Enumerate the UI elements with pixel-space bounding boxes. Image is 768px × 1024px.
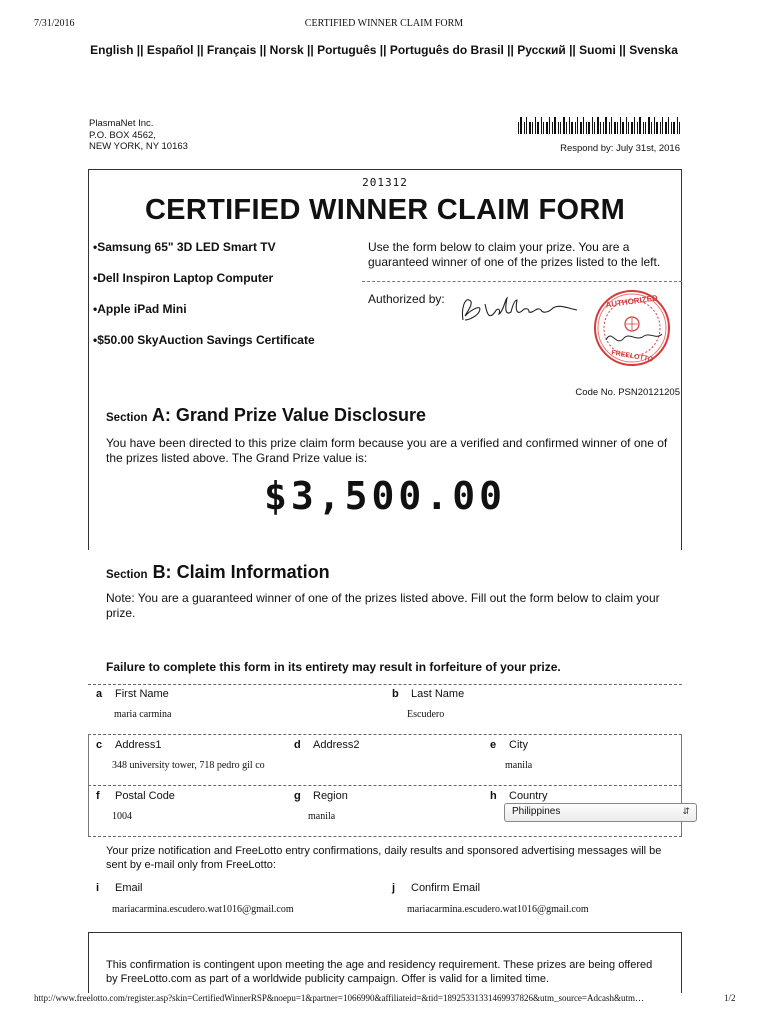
print-date: 7/31/2016 bbox=[34, 18, 75, 29]
print-title: CERTIFIED WINNER CLAIM FORM bbox=[304, 18, 464, 29]
language-link[interactable]: Norsk bbox=[269, 43, 304, 57]
code-no: Code No. PSN20121205 bbox=[575, 387, 680, 398]
address1-label: c Address1 bbox=[96, 739, 162, 751]
language-link[interactable]: Suomi bbox=[579, 43, 616, 57]
language-separator: || bbox=[303, 43, 318, 57]
address2-field[interactable] bbox=[310, 760, 480, 774]
email-field[interactable]: mariacarmina.escudero.wat1016@gmail.com bbox=[112, 904, 294, 915]
language-link[interactable]: Português bbox=[317, 43, 377, 57]
language-link[interactable]: Français bbox=[206, 43, 257, 57]
language-separator: || bbox=[256, 43, 270, 57]
company-address-line-1: P.O. BOX 4562, bbox=[89, 129, 156, 141]
seal-stamp-icon bbox=[592, 288, 672, 368]
claim-code-number: 201312 bbox=[362, 176, 408, 189]
prize-item: • Samsung 65" 3D LED Smart TV bbox=[93, 240, 315, 271]
company-name: PlasmaNet Inc. bbox=[89, 118, 154, 129]
section-title: Claim Information bbox=[176, 562, 330, 582]
confirm-email-label: j Confirm Email bbox=[392, 882, 481, 894]
language-bar bbox=[0, 43, 768, 57]
address2-label: d Address2 bbox=[294, 739, 360, 751]
region-field[interactable]: manila bbox=[308, 811, 336, 822]
divider bbox=[362, 281, 682, 282]
first-name-label: a First Name bbox=[96, 688, 169, 700]
address1-field[interactable]: 348 university tower, 718 pedro gil co bbox=[112, 760, 265, 771]
forfeiture-warning: Failure to complete this form in its entirety may result in forfeiture of your prize. bbox=[106, 660, 561, 674]
language-link[interactable]: Svenska bbox=[629, 43, 678, 57]
prize-list bbox=[93, 240, 315, 364]
language-link[interactable]: English bbox=[90, 43, 134, 57]
signature-icon bbox=[455, 290, 585, 330]
last-name-label: b Last Name bbox=[392, 688, 465, 700]
barcode-icon bbox=[518, 117, 682, 134]
section-letter: B: bbox=[152, 562, 172, 582]
respond-by-date: Respond by: July 31st, 2016 bbox=[560, 143, 680, 154]
language-separator: || bbox=[376, 43, 390, 57]
email-label: i Email bbox=[96, 882, 143, 894]
postal-code-field[interactable]: 1004 bbox=[112, 811, 132, 822]
language-separator: || bbox=[503, 43, 518, 57]
divider bbox=[88, 836, 682, 837]
language-link[interactable]: Español bbox=[146, 43, 194, 57]
email-notice: Your prize notification and FreeLotto entry confirmations, daily results and sponsored advertising messages will be sent by e-mail only from FreeLotto: bbox=[106, 845, 662, 871]
language-separator: || bbox=[615, 43, 630, 57]
prize-item: • $50.00 SkyAuction Savings Certificate bbox=[93, 333, 315, 364]
country-label: h Country bbox=[490, 790, 548, 802]
language-separator: || bbox=[133, 43, 147, 57]
language-link[interactable]: Русский bbox=[517, 43, 566, 57]
seal-text-bottom: FREELOTTO bbox=[610, 349, 654, 364]
section-label: Section bbox=[106, 412, 148, 424]
language-separator: || bbox=[565, 43, 580, 57]
seal-text-top: AUTHORIZED bbox=[605, 293, 659, 310]
language-separator: || bbox=[193, 43, 207, 57]
first-name-field[interactable]: maria carmina bbox=[114, 709, 172, 720]
country-selected-value: Philippines bbox=[512, 806, 561, 817]
divider bbox=[88, 684, 682, 685]
section-a-heading bbox=[106, 405, 426, 426]
region-label: g Region bbox=[294, 790, 348, 802]
section-label: Section bbox=[106, 569, 148, 581]
form-title: CERTIFIED WINNER CLAIM FORM bbox=[144, 194, 626, 226]
city-label: e City bbox=[490, 739, 528, 751]
last-name-field[interactable]: Escudero bbox=[407, 709, 445, 720]
intro-text: Use the form below to claim your prize. You are a guaranteed winner of one of the prizes listed to the left. bbox=[368, 240, 661, 269]
prize-item: • Dell Inspiron Laptop Computer bbox=[93, 271, 315, 302]
language-link[interactable]: Português do Brasil bbox=[389, 43, 504, 57]
section-letter: A: bbox=[151, 405, 171, 425]
company-address-line-2: NEW YORK, NY 10163 bbox=[89, 141, 188, 152]
city-field[interactable]: manila bbox=[505, 760, 533, 771]
page-number: 1/2 bbox=[724, 993, 736, 1003]
section-a-text: You have been directed to this prize claim form because you are a verified and confirmed winner of one of the prizes listed above. The Grand Prize value is: bbox=[106, 436, 668, 465]
section-b-heading bbox=[106, 562, 330, 583]
select-arrows-icon: ⇵ bbox=[682, 806, 690, 816]
authorized-by-label: Authorized by: bbox=[368, 292, 445, 306]
page-url: http://www.freelotto.com/register.asp?skin=CertifiedWinnerRSP&noepu=1&partner=1066990&affiliateid=&tid=18925331331469937826&utm_source=Adcash&utm… bbox=[34, 993, 714, 1003]
country-select[interactable] bbox=[504, 803, 697, 822]
company-address bbox=[89, 118, 188, 153]
postal-code-label: f Postal Code bbox=[96, 790, 175, 802]
prize-item: • Apple iPad Mini bbox=[93, 302, 315, 333]
confirmation-text: This confirmation is contingent upon meeting the age and residency requirement. These prizes are being offered by FreeLotto.com as part of a worldwide publicity campaign. Offer is valid for a limited time. bbox=[106, 959, 653, 985]
confirm-email-field[interactable]: mariacarmina.escudero.wat1016@gmail.com bbox=[407, 904, 589, 915]
grand-prize-value: $3,500.00 bbox=[264, 474, 506, 518]
section-b-text: Note: You are a guaranteed winner of one of the prizes listed above. Fill out the form below to claim your prize. bbox=[106, 591, 660, 620]
section-title: Grand Prize Value Disclosure bbox=[175, 405, 427, 425]
